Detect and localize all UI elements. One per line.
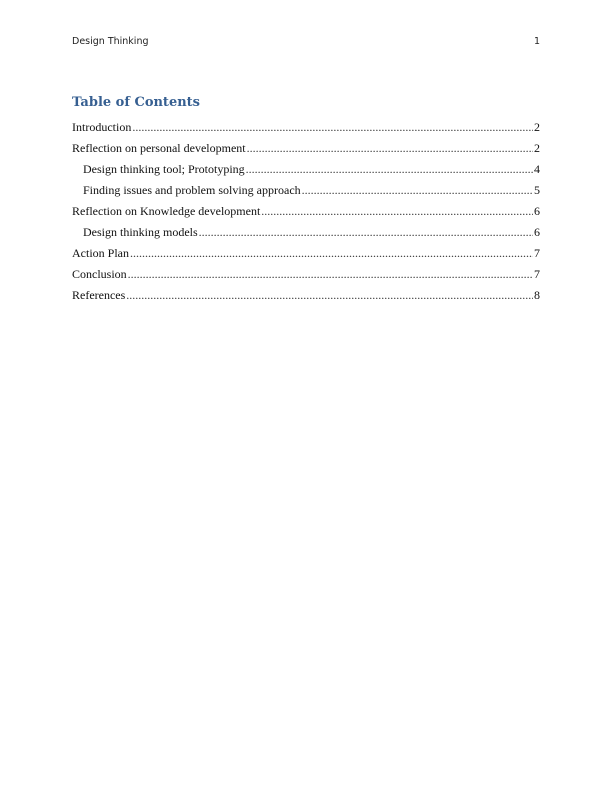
toc-entry-label: Reflection on personal development [72,141,246,155]
toc-entry-reflection-personal[interactable] [72,140,540,161]
toc-entry-prototyping[interactable] [72,161,540,182]
toc-entry-label: Conclusion [72,267,127,281]
toc-entry-page: 6 [534,225,540,239]
table-of-contents [72,119,540,308]
toc-entry-label: References [72,288,126,302]
dot-leader [128,266,533,282]
toc-entry-reflection-knowledge[interactable] [72,203,540,224]
toc-entry-label: Reflection on Knowledge development [72,204,261,218]
toc-entry-models[interactable] [72,224,540,245]
toc-entry-page: 2 [534,120,540,134]
toc-entry-label: Design thinking models [83,225,198,239]
header-title: Design Thinking [72,36,149,47]
toc-entry-label: Design thinking tool; Prototyping [83,162,245,176]
toc-entry-label: Action Plan [72,246,129,260]
dot-leader [261,203,533,219]
toc-entry-label: Introduction [72,120,132,134]
toc-entry-page: 8 [534,288,540,302]
dot-leader [246,161,533,177]
toc-entry-page: 7 [534,267,540,281]
toc-entry-action-plan[interactable] [72,245,540,266]
toc-entry-page: 6 [534,204,540,218]
toc-entry-page: 5 [534,183,540,197]
toc-entry-page: 7 [534,246,540,260]
toc-heading: Table of Contents [72,95,200,110]
dot-leader [126,287,533,303]
page-header [72,36,540,50]
toc-entry-page: 4 [534,162,540,176]
dot-leader [247,140,533,156]
toc-entry-finding-issues[interactable] [72,182,540,203]
toc-entry-references[interactable] [72,287,540,308]
toc-entry-introduction[interactable] [72,119,540,140]
toc-entry-page: 2 [534,141,540,155]
toc-entry-conclusion[interactable] [72,266,540,287]
dot-leader [130,245,533,261]
dot-leader [199,224,533,240]
dot-leader [302,182,533,198]
dot-leader [132,119,533,135]
header-page-number: 1 [533,36,540,47]
toc-entry-label: Finding issues and problem solving approach [83,183,301,197]
